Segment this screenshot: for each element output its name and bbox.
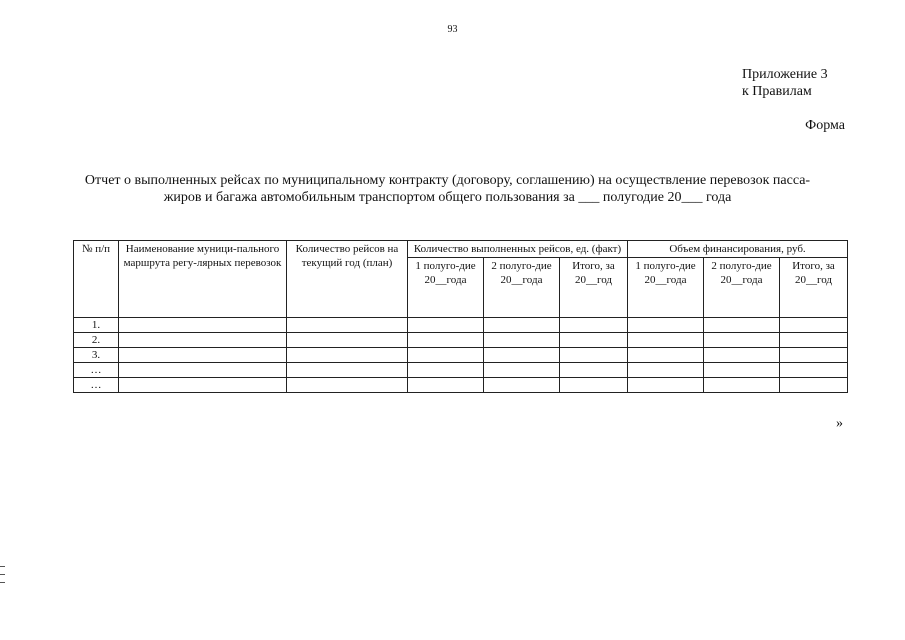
- appendix-line-2: к Правилам: [742, 84, 812, 99]
- table-cell[interactable]: [704, 348, 780, 363]
- header-trips-plan: Количество рейсов на текущий год (план): [287, 241, 408, 318]
- page-number: 93: [447, 24, 458, 35]
- header-financing: Объем финансирования, руб.: [628, 241, 848, 258]
- table-row: [74, 348, 848, 363]
- table-cell[interactable]: [780, 348, 848, 363]
- table-cell[interactable]: [287, 348, 408, 363]
- header-row-number: № п/п: [74, 241, 119, 318]
- header-row-1: [74, 241, 848, 258]
- table-cell[interactable]: [704, 318, 780, 333]
- report-title-line-2: жиров и багажа автомобильным транспортом общего пользования за ___ полугодие 20___ года: [163, 190, 732, 205]
- header-fin-half1: 1 полуго-дие 20__года: [628, 258, 704, 318]
- appendix-line-1: Приложение 3: [742, 67, 828, 82]
- table-cell[interactable]: [484, 333, 560, 348]
- table-cell[interactable]: [560, 333, 628, 348]
- table-row: [74, 333, 848, 348]
- header-trips-half1: 1 полуго-дие 20__года: [408, 258, 484, 318]
- scan-edge-mark: [0, 574, 5, 575]
- table-cell[interactable]: [408, 318, 484, 333]
- table-cell[interactable]: [119, 318, 287, 333]
- table-cell[interactable]: [408, 378, 484, 393]
- table-cell[interactable]: [628, 363, 704, 378]
- table-cell[interactable]: [780, 318, 848, 333]
- table-cell[interactable]: [287, 378, 408, 393]
- row-number-cell: 3.: [74, 348, 119, 363]
- table-cell[interactable]: [704, 378, 780, 393]
- table-cell[interactable]: [560, 318, 628, 333]
- table-row: [74, 363, 848, 378]
- table-cell[interactable]: [119, 348, 287, 363]
- table-row: [74, 318, 848, 333]
- header-trips-done: Количество выполненных рейсов, ед. (факт): [408, 241, 628, 258]
- header-route-name: Наименование муници-пального маршрута регу-лярных перевозок: [119, 241, 287, 318]
- scan-edge-mark: [0, 582, 5, 583]
- table-cell[interactable]: [287, 363, 408, 378]
- table-cell[interactable]: [628, 318, 704, 333]
- form-label: Форма: [805, 118, 845, 133]
- closing-quote: »: [836, 416, 843, 431]
- table-cell[interactable]: [484, 348, 560, 363]
- table-cell[interactable]: [484, 318, 560, 333]
- table-cell[interactable]: [560, 348, 628, 363]
- appendix-reference: [742, 66, 828, 100]
- table-row: [74, 378, 848, 393]
- row-number-cell: …: [74, 363, 119, 378]
- table-cell[interactable]: [119, 333, 287, 348]
- header-fin-half2: 2 полуго-дие 20__года: [704, 258, 780, 318]
- table-cell[interactable]: [287, 318, 408, 333]
- scan-edge-mark: [0, 566, 5, 567]
- table-cell[interactable]: [287, 333, 408, 348]
- table-cell[interactable]: [780, 333, 848, 348]
- table-cell[interactable]: [628, 348, 704, 363]
- row-number-cell: 2.: [74, 333, 119, 348]
- report-table: [73, 240, 848, 393]
- table-cell[interactable]: [704, 363, 780, 378]
- report-title-line-1: Отчет о выполненных рейсах по муниципальному контракту (договору, соглашению) на осуществление перевозок пасса-: [84, 173, 811, 188]
- table-cell[interactable]: [408, 348, 484, 363]
- header-fin-total: Итого, за 20__год: [780, 258, 848, 318]
- report-title: [50, 172, 845, 206]
- row-number-cell: 1.: [74, 318, 119, 333]
- header-trips-half2: 2 полуго-дие 20__года: [484, 258, 560, 318]
- row-number-cell: …: [74, 378, 119, 393]
- table-cell[interactable]: [119, 378, 287, 393]
- table-cell[interactable]: [780, 363, 848, 378]
- table-cell[interactable]: [628, 333, 704, 348]
- table-cell[interactable]: [704, 333, 780, 348]
- table-cell[interactable]: [780, 378, 848, 393]
- table-cell[interactable]: [560, 363, 628, 378]
- header-trips-total: Итого, за 20__год: [560, 258, 628, 318]
- table-cell[interactable]: [408, 333, 484, 348]
- table-cell[interactable]: [484, 363, 560, 378]
- table-cell[interactable]: [119, 363, 287, 378]
- table-cell[interactable]: [628, 378, 704, 393]
- table-cell[interactable]: [408, 363, 484, 378]
- table-cell[interactable]: [484, 378, 560, 393]
- table-cell[interactable]: [560, 378, 628, 393]
